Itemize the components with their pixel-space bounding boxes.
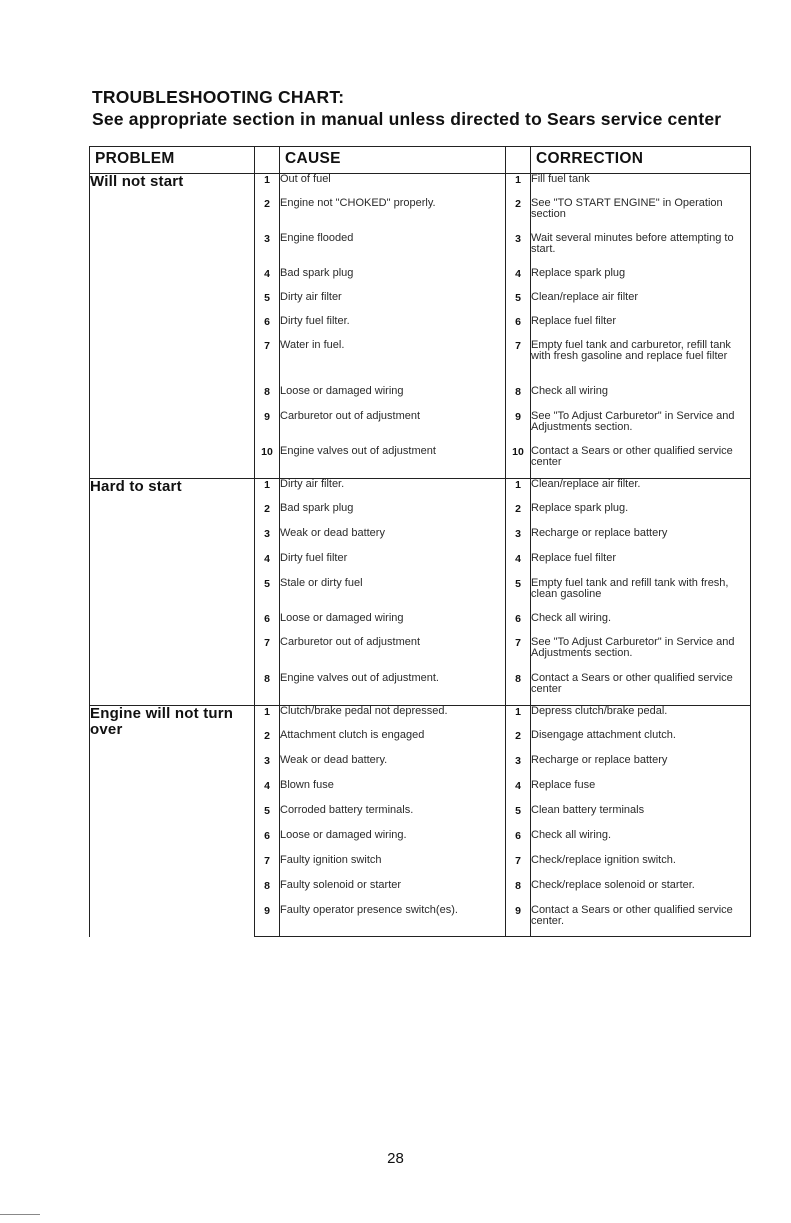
correction-number: 2 — [506, 503, 531, 528]
cause-number: 1 — [255, 479, 280, 503]
correction-number: 3 — [506, 528, 531, 553]
cause-cell: Loose or damaged wiring — [280, 386, 506, 411]
cause-cell: Weak or dead battery — [280, 528, 506, 553]
problem-cell: Hard to start — [90, 479, 255, 706]
correction-cell: See "To Adjust Carburetor" in Service and Adjustments section. — [531, 637, 751, 673]
correction-number: 4 — [506, 268, 531, 292]
header-row — [90, 147, 751, 174]
cause-header: CAUSE — [280, 147, 506, 174]
page-number: 28 — [387, 1150, 404, 1167]
correction-number: 1 — [506, 174, 531, 198]
correction-cell: Empty fuel tank and refill tank with fresh, clean gasoline — [531, 578, 751, 613]
cause-number: 6 — [255, 316, 280, 340]
correction-cell: Check all wiring. — [531, 830, 751, 855]
troubleshooting-table — [89, 146, 751, 937]
correction-number: 8 — [506, 386, 531, 411]
cause-cell: Engine flooded — [280, 233, 506, 268]
cause-cell: Loose or damaged wiring — [280, 613, 506, 637]
cause-number: 1 — [255, 706, 280, 730]
correction-number: 6 — [506, 613, 531, 637]
cause-cell: Faulty solenoid or starter — [280, 880, 506, 905]
correction-cell: Clean/replace air filter — [531, 292, 751, 316]
table-row — [90, 174, 751, 198]
cause-number: 2 — [255, 503, 280, 528]
cause-cell: Carburetor out of adjustment — [280, 637, 506, 673]
cause-cell: Attachment clutch is engaged — [280, 730, 506, 755]
problem-cell: Engine will not turn over — [90, 706, 255, 937]
correction-cell: See "To Adjust Carburetor" in Service and Adjustments section. — [531, 411, 751, 446]
correction-cell: Contact a Sears or other qualified service center — [531, 673, 751, 706]
cause-cell: Dirty fuel filter. — [280, 316, 506, 340]
chart-title: TROUBLESHOOTING CHART: — [92, 87, 345, 107]
cause-number: 8 — [255, 673, 280, 706]
cause-cell: Carburetor out of adjustment — [280, 411, 506, 446]
cause-cell: Clutch/brake pedal not depressed. — [280, 706, 506, 730]
correction-number: 4 — [506, 780, 531, 805]
cause-number: 5 — [255, 292, 280, 316]
correction-number: 7 — [506, 855, 531, 880]
cause-cell: Bad spark plug — [280, 503, 506, 528]
correction-number: 1 — [506, 479, 531, 503]
correction-cell: Fill fuel tank — [531, 174, 751, 198]
cause-cell: Dirty fuel filter — [280, 553, 506, 578]
cause-number: 2 — [255, 730, 280, 755]
correction-cell: Check/replace ignition switch. — [531, 855, 751, 880]
correction-cell: Check all wiring — [531, 386, 751, 411]
correction-number: 10 — [506, 446, 531, 479]
correction-number: 8 — [506, 673, 531, 706]
correction-number: 5 — [506, 292, 531, 316]
correction-number: 7 — [506, 340, 531, 386]
table-row — [90, 479, 751, 503]
correction-cell: Contact a Sears or other qualified service center. — [531, 905, 751, 937]
correction-cell: Replace fuse — [531, 780, 751, 805]
page-title — [92, 86, 721, 130]
correction-number: 1 — [506, 706, 531, 730]
correction-cell: Check all wiring. — [531, 613, 751, 637]
correction-cell: Check/replace solenoid or starter. — [531, 880, 751, 905]
correction-number: 9 — [506, 905, 531, 937]
cause-number: 7 — [255, 637, 280, 673]
cause-cell: Loose or damaged wiring. — [280, 830, 506, 855]
cause-cell: Dirty air filter — [280, 292, 506, 316]
correction-cell: Recharge or replace battery — [531, 755, 751, 780]
table-body — [90, 174, 751, 937]
cause-number: 4 — [255, 553, 280, 578]
correction-number: 5 — [506, 578, 531, 613]
correction-cell: See "TO START ENGINE" in Operation section — [531, 198, 751, 233]
cause-number: 3 — [255, 755, 280, 780]
cause-number: 2 — [255, 198, 280, 233]
cause-cell: Stale or dirty fuel — [280, 578, 506, 613]
cause-cell: Weak or dead battery. — [280, 755, 506, 780]
cause-number: 7 — [255, 340, 280, 386]
cause-number: 6 — [255, 830, 280, 855]
cause-cell: Faulty operator presence switch(es). — [280, 905, 506, 937]
correction-cell: Replace fuel filter — [531, 553, 751, 578]
correction-cell: Contact a Sears or other qualified service center — [531, 446, 751, 479]
cause-number: 9 — [255, 905, 280, 937]
correction-number: 5 — [506, 805, 531, 830]
correction-cell: Wait several minutes before attempting to start. — [531, 233, 751, 268]
cause-number: 7 — [255, 855, 280, 880]
correction-cell: Disengage attachment clutch. — [531, 730, 751, 755]
cause-cell: Water in fuel. — [280, 340, 506, 386]
cause-number: 10 — [255, 446, 280, 479]
scan-edge-line — [0, 1214, 40, 1215]
cause-cell: Out of fuel — [280, 174, 506, 198]
correction-number: 6 — [506, 316, 531, 340]
correction-cell: Replace fuel filter — [531, 316, 751, 340]
chart-subtitle: See appropriate section in manual unless directed to Sears service center — [92, 109, 722, 129]
cause-cell: Dirty air filter. — [280, 479, 506, 503]
correction-header: CORRECTION — [531, 147, 751, 174]
cause-number-header — [255, 147, 280, 174]
cause-cell: Bad spark plug — [280, 268, 506, 292]
cause-number: 8 — [255, 386, 280, 411]
correction-cell: Depress clutch/brake pedal. — [531, 706, 751, 730]
cause-number: 1 — [255, 174, 280, 198]
cause-number: 4 — [255, 780, 280, 805]
cause-number: 9 — [255, 411, 280, 446]
correction-cell: Replace spark plug. — [531, 503, 751, 528]
correction-number: 2 — [506, 730, 531, 755]
cause-cell: Engine valves out of adjustment. — [280, 673, 506, 706]
table-row — [90, 706, 751, 730]
cause-cell: Faulty ignition switch — [280, 855, 506, 880]
correction-number-header — [506, 147, 531, 174]
correction-cell: Clean/replace air filter. — [531, 479, 751, 503]
cause-number: 3 — [255, 528, 280, 553]
cause-number: 6 — [255, 613, 280, 637]
correction-number: 6 — [506, 830, 531, 855]
problem-header: PROBLEM — [90, 147, 255, 174]
cause-number: 5 — [255, 805, 280, 830]
correction-cell: Replace spark plug — [531, 268, 751, 292]
cause-number: 3 — [255, 233, 280, 268]
cause-number: 5 — [255, 578, 280, 613]
correction-number: 7 — [506, 637, 531, 673]
correction-cell: Empty fuel tank and carburetor, refill tank with fresh gasoline and replace fuel filter — [531, 340, 751, 386]
correction-number: 8 — [506, 880, 531, 905]
correction-number: 9 — [506, 411, 531, 446]
cause-cell: Corroded battery terminals. — [280, 805, 506, 830]
cause-number: 4 — [255, 268, 280, 292]
correction-cell: Clean battery terminals — [531, 805, 751, 830]
problem-cell: Will not start — [90, 174, 255, 479]
cause-cell: Engine valves out of adjustment — [280, 446, 506, 479]
correction-number: 3 — [506, 233, 531, 268]
correction-number: 4 — [506, 553, 531, 578]
cause-cell: Engine not "CHOKED" properly. — [280, 198, 506, 233]
correction-number: 2 — [506, 198, 531, 233]
correction-number: 3 — [506, 755, 531, 780]
correction-cell: Recharge or replace battery — [531, 528, 751, 553]
cause-number: 8 — [255, 880, 280, 905]
cause-cell: Blown fuse — [280, 780, 506, 805]
